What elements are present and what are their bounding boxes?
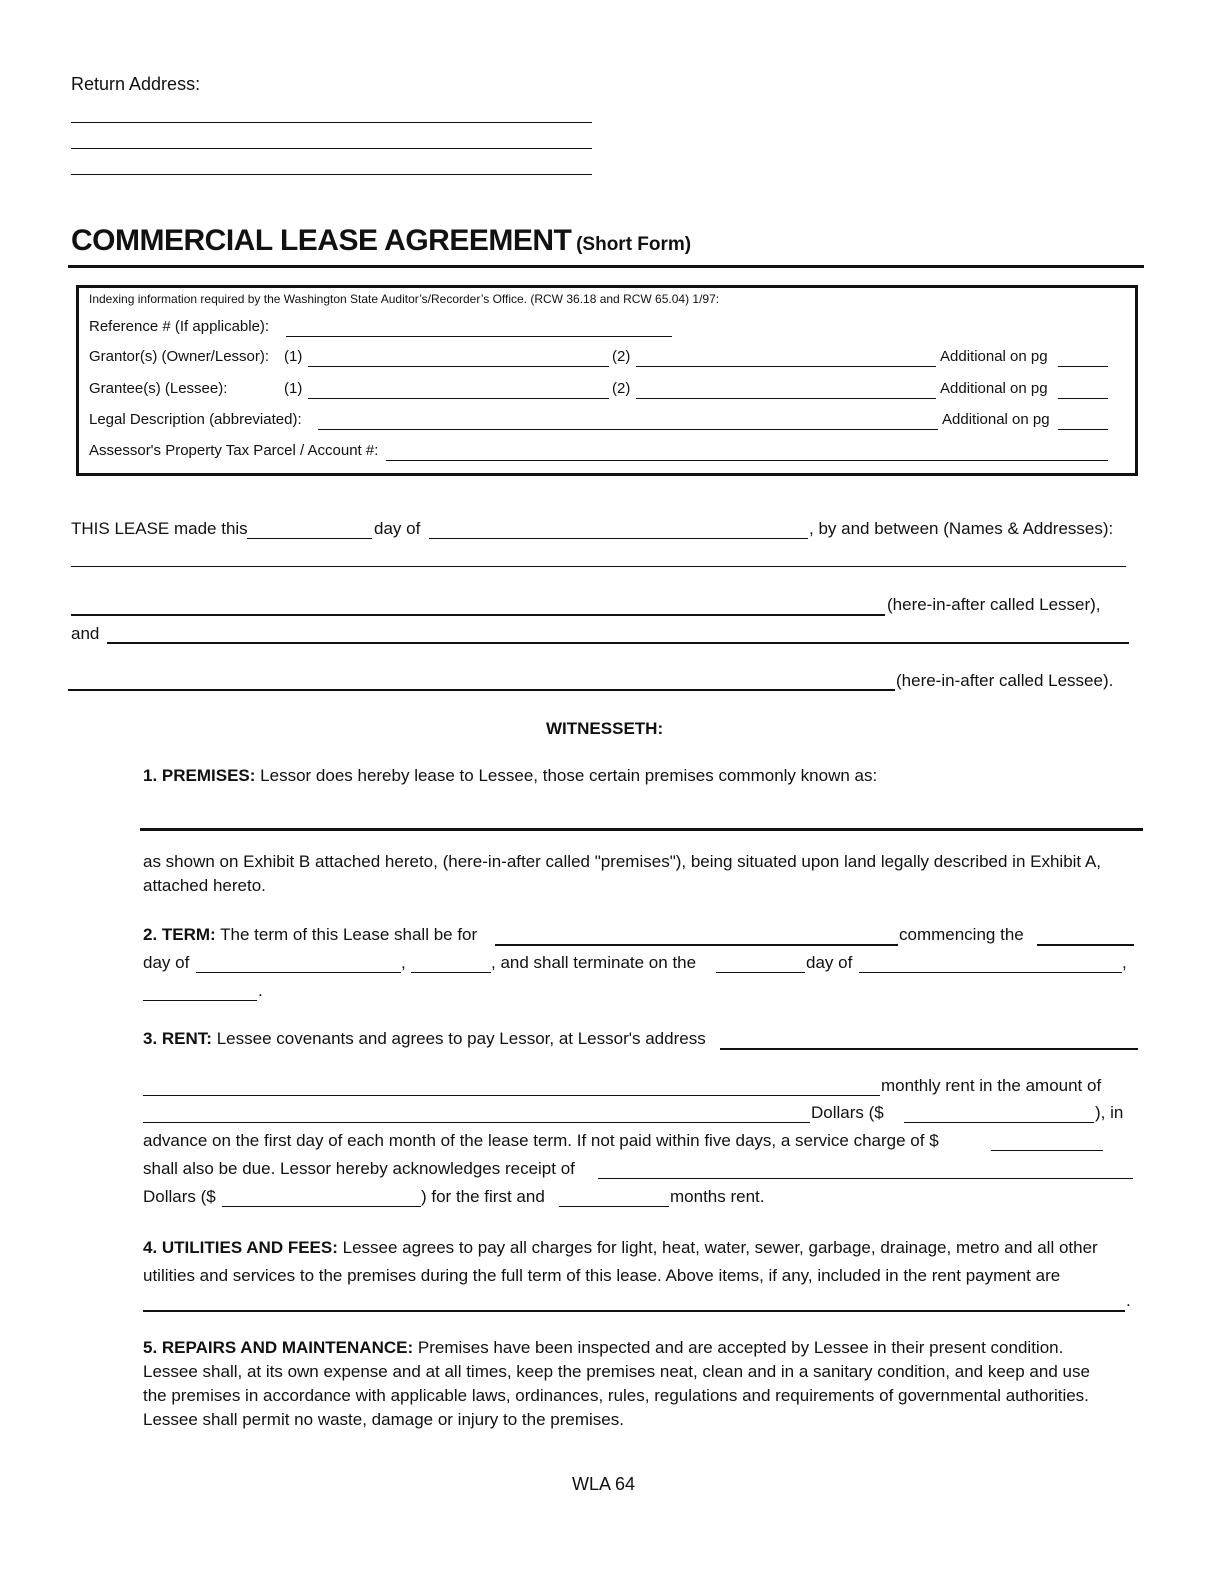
lessee-name-line-2[interactable]	[68, 671, 895, 691]
term-end-month-field[interactable]	[859, 954, 1122, 973]
term-commence-day-field[interactable]	[1037, 926, 1134, 946]
receipt-words-field[interactable]	[598, 1160, 1133, 1179]
legal-additional-label: Additional on pg	[942, 411, 1050, 428]
grantor-1-field[interactable]	[308, 348, 609, 367]
premises-address-field[interactable]	[140, 810, 1143, 831]
rent-first-and: ) for the first and	[421, 1187, 545, 1206]
utilities-paragraph	[143, 1234, 1138, 1290]
lease-day-of: day of	[374, 519, 421, 538]
reference-label: Reference # (If applicable):	[89, 318, 270, 335]
assessor-label: Assessor's Property Tax Parcel / Account #:	[89, 442, 379, 459]
utilities-included-field[interactable]	[143, 1292, 1125, 1312]
term-length-field[interactable]	[495, 926, 898, 946]
grantor-additional-label: Additional on pg	[940, 348, 1048, 365]
grantee-additional-field[interactable]	[1058, 380, 1108, 399]
term-comma-2: ,	[1122, 953, 1127, 972]
rent-shall: shall also be due. Lessor hereby acknowledges receipt of	[143, 1159, 575, 1178]
grantor-1-number: (1)	[284, 348, 303, 365]
return-address-line-1[interactable]	[71, 104, 592, 123]
lease-month-field[interactable]	[429, 520, 808, 539]
grantee-1-number: (1)	[284, 380, 303, 397]
rent-text: Lessee covenants and agrees to pay Lessor, at Lessor's address	[216, 1029, 706, 1048]
return-address-line-2[interactable]	[71, 130, 592, 149]
term-comma: ,	[401, 953, 406, 972]
assessor-field[interactable]	[386, 442, 1108, 461]
receipt-amount-field[interactable]	[222, 1188, 421, 1207]
and-label: and	[71, 624, 100, 643]
service-charge-field[interactable]	[991, 1132, 1103, 1151]
term-commencing: commencing the	[899, 925, 1024, 944]
repairs-text: Premises have been inspected and are accepted by Lessee in their present condition. Lessee shall, at its own expense and at all times, keep the premises neat, clean and in a sanitary condition, and keep and use the premises in accordance with applicable laws, ordinances, rules, regulations and requirements of governmental authorities. Lessee shall permit no waste, damage or injury to the premises.	[143, 1338, 1090, 1429]
legal-description-field[interactable]	[318, 411, 938, 430]
term-line-1	[143, 925, 477, 945]
rent-monthly: monthly rent in the amount of	[881, 1076, 1102, 1095]
term-end-year-field[interactable]	[143, 982, 257, 1001]
rent-address-line-2[interactable]	[143, 1077, 880, 1096]
lease-made-this: THIS LEASE made this	[71, 519, 248, 538]
reference-field[interactable]	[286, 318, 672, 337]
lesser-called: (here-in-after called Lesser),	[887, 595, 1101, 614]
receipt-months-field[interactable]	[559, 1188, 669, 1207]
repairs-paragraph	[143, 1336, 1113, 1432]
term-end-day-field[interactable]	[716, 954, 805, 973]
rent-months: months rent.	[670, 1187, 765, 1206]
grantee-2-field[interactable]	[636, 380, 936, 399]
rent-advance: advance on the first day of each month of the lease term. If not paid within five days, a service charge of $	[143, 1131, 939, 1150]
rent-in: ), in	[1095, 1103, 1124, 1122]
grantee-2-number: (2)	[612, 380, 631, 397]
lesser-name-field[interactable]	[71, 596, 885, 616]
rent-address-field[interactable]	[720, 1030, 1138, 1050]
term-day-of: day of	[143, 953, 190, 972]
indexing-box	[76, 285, 1138, 476]
grantor-2-field[interactable]	[636, 348, 936, 367]
utilities-period: .	[1126, 1291, 1131, 1310]
return-address-label: Return Address:	[71, 74, 201, 94]
grantor-additional-field[interactable]	[1058, 348, 1108, 367]
premises-paragraph	[143, 766, 877, 786]
witnesseth-heading: WITNESSETH:	[546, 719, 664, 738]
grantee-additional-label: Additional on pg	[940, 380, 1048, 397]
lessee-name-line-1[interactable]	[107, 624, 1129, 644]
grantee-1-field[interactable]	[308, 380, 609, 399]
lease-day-field[interactable]	[247, 520, 372, 539]
utilities-heading: 4. UTILITIES AND FEES:	[143, 1238, 338, 1257]
term-period: .	[258, 981, 263, 1000]
rent-amount-words-field[interactable]	[143, 1104, 810, 1123]
legal-additional-field[interactable]	[1058, 411, 1108, 430]
legal-description-label: Legal Description (abbreviated):	[89, 411, 302, 428]
page-footer: WLA 64	[572, 1474, 636, 1494]
lease-by-between: , by and between (Names & Addresses):	[809, 519, 1114, 538]
term-heading: 2. TERM:	[143, 925, 216, 944]
term-commence-year-field[interactable]	[411, 954, 491, 973]
utilities-text: Lessee agrees to pay all charges for light, heat, water, sewer, garbage, drainage, metro and all other utilities and services to the premises during the full term of this lease. Above items, if any, included in the rent payment are	[143, 1238, 1098, 1285]
rent-amount-field[interactable]	[904, 1104, 1094, 1123]
title-sub: (Short Form)	[576, 234, 692, 255]
term-day-of-2: day of	[806, 953, 853, 972]
title-main: COMMERCIAL LEASE AGREEMENT	[71, 224, 572, 257]
premises-after-text: as shown on Exhibit B attached hereto, (here-in-after called "premises"), being situated upon land legally described in Exhibit A, attached hereto.	[143, 852, 1102, 895]
repairs-heading: 5. REPAIRS AND MAINTENANCE:	[143, 1338, 414, 1357]
page-title	[71, 224, 691, 258]
indexing-header: Indexing information required by the Washington State Auditor’s/Recorder’s Office. (RCW 36.18 and RCW 65.04) 1/97:	[89, 292, 720, 306]
grantee-label: Grantee(s) (Lessee):	[89, 380, 228, 397]
rent-dollars-2: Dollars ($	[143, 1187, 216, 1206]
premises-text: Lessor does hereby lease to Lessee, those certain premises commonly known as:	[260, 766, 878, 785]
lease-parties-line-1[interactable]	[71, 548, 1126, 567]
title-rule	[68, 265, 1144, 268]
lessee-called: (here-in-after called Lessee).	[896, 671, 1114, 690]
grantor-2-number: (2)	[612, 348, 631, 365]
return-address-line-3[interactable]	[71, 156, 592, 175]
term-text: The term of this Lease shall be for	[220, 925, 478, 944]
term-commence-month-field[interactable]	[196, 954, 401, 973]
rent-line-1	[143, 1029, 706, 1049]
grantor-label: Grantor(s) (Owner/Lessor):	[89, 348, 270, 365]
term-terminate: , and shall terminate on the	[491, 953, 697, 972]
rent-dollars: Dollars ($	[811, 1103, 884, 1122]
premises-heading: 1. PREMISES:	[143, 766, 256, 785]
rent-heading: 3. RENT:	[143, 1029, 212, 1048]
